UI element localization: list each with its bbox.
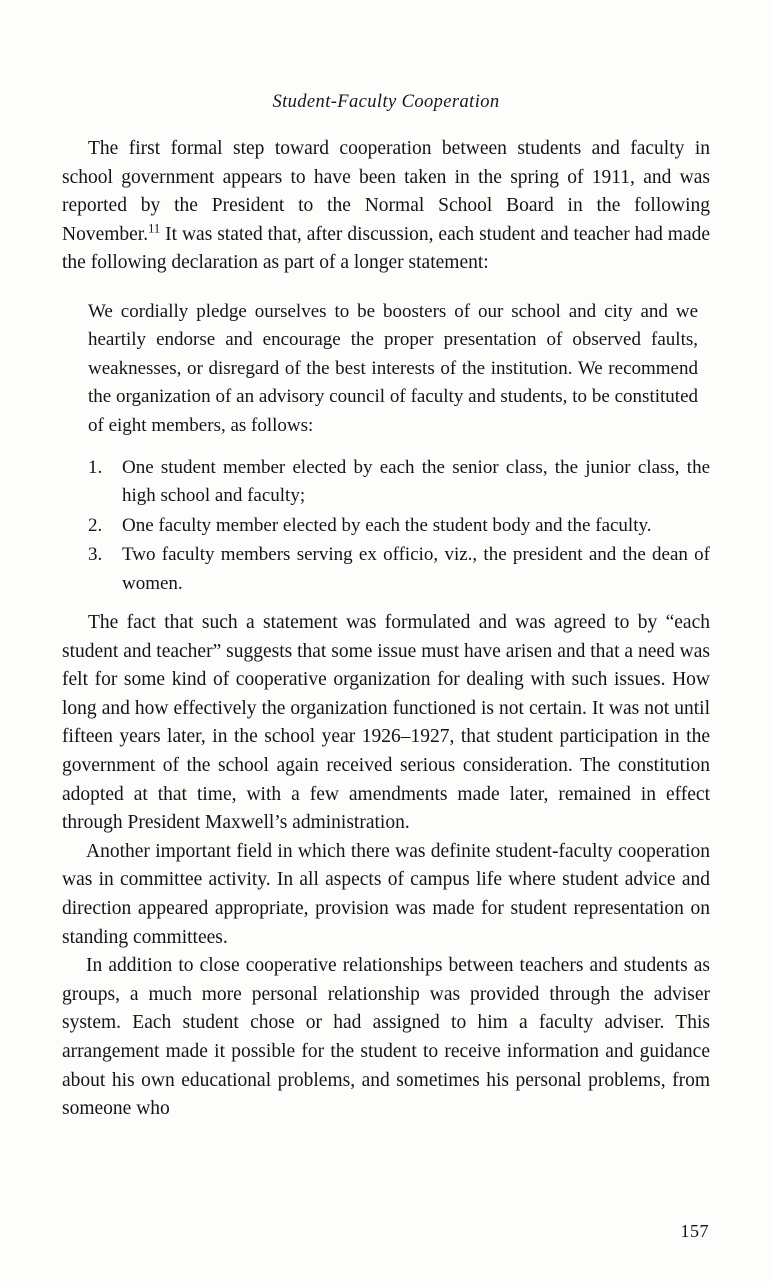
list-item-text: Two faculty members serving ex officio, viz., the president and the dean of women. (122, 544, 710, 594)
paragraph-fourth: In addition to close cooperative relationships between teachers and students as groups, a much more personal relationship was provided through the adviser system. Each student chose or had assigned to him a faculty adviser. This arrangement made it possible for the student to receive information and guidance about his own educational problems, and sometimes his personal problems, from someone who (62, 955, 710, 1120)
paragraph-first (62, 135, 710, 278)
paragraph-third: Another important field in which there was definite student-faculty cooperation was in committee activity. In all aspects of campus life where student advice and direction appeared appropriate, provision was made for student representation on standing committees. (62, 840, 710, 948)
list-item (88, 512, 710, 540)
list-item (88, 541, 710, 598)
footnote-marker-11: 11 (148, 221, 161, 236)
blockquote-list (62, 454, 710, 598)
list-item-number: 3. (88, 544, 103, 566)
paragraph-first-text-b: It was stated that, after discussion, each student and teacher had made the following declaration as part of a longer statement: (62, 223, 710, 274)
list-item-number: 1. (88, 457, 103, 478)
spacer (62, 599, 710, 609)
list-item-text: One student member elected by each the senior class, the junior class, the high school and faculty; (122, 457, 710, 507)
paragraph-second: The fact that such a statement was formulated and was agreed to by “each student and teacher” suggests that some issue must have arisen and that a need was felt for some kind of cooperative organization for dealing with such issues. How long and how effectively the organization functioned is not certain. It was not until fifteen years later, in the school year 1926–1927, that student participation in the government of the school again received serious consideration. The constitution adopted at that time, with a few amendments made later, remained in effect through President Maxwell’s administration. (62, 612, 710, 834)
list-item-text: One faculty member elected by each the student body and the faculty. (122, 514, 652, 536)
page-content (62, 92, 710, 1124)
list-item (88, 454, 710, 511)
paragraph-first-text-a: The first formal step toward cooperation between students and faculty in school government appears to have been taken in the spring of 1911, and was reported by the President to the Normal School Board in the following November. (62, 138, 710, 245)
page-number: 157 (680, 1221, 709, 1241)
list-item-number: 2. (88, 514, 103, 536)
blockquote-intro: We cordially pledge ourselves to be boosters of our school and city and we heartily endorse and encourage the proper presentation of observed faults, weaknesses, or disregard of the best interests of the institution. We recommend the organization of an advisory council of faculty and students, to be constituted of eight members, as follows: (88, 300, 698, 436)
running-head: Student-Faculty Cooperation (272, 92, 500, 112)
